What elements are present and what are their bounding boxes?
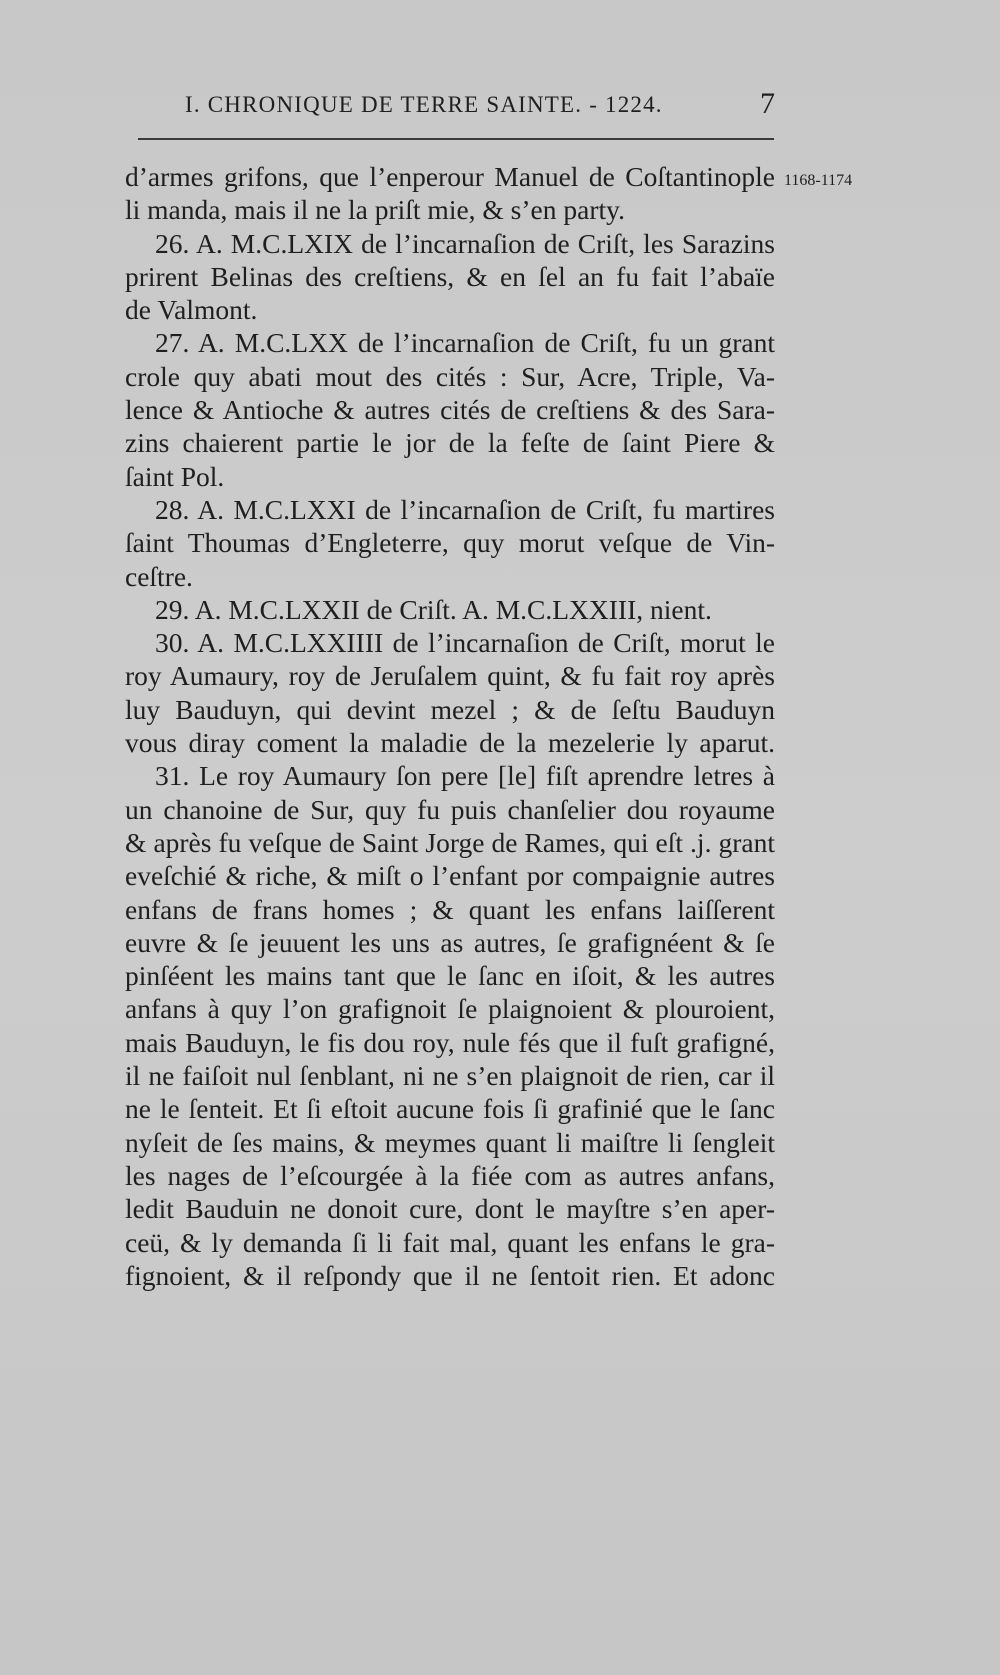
text-line: zins chaierent partie le jor de la feſte de ſaint Piere & [125,427,775,459]
text-line: mais Bauduyn, le fis dou roy, nule fés que il fuſt grafigné, [125,1026,775,1058]
text-line: ſaint Thoumas d’Engleterre, quy morut veſque de Vin- [125,527,775,559]
text-line: ledit Bauduin ne donoit cure, dont le mayſtre s’en aper- [125,1193,775,1225]
text-line: ſaint Pol. [125,460,225,492]
text-line: lence & Antioche & autres cités de creſtiens & des Sara- [125,394,775,426]
header-rule [138,138,774,140]
text-line: 31. Le roy Aumaury ſon pere [le] fiſt aprendre letres à [155,760,775,792]
text-line: nyſeit de ſes mains, & meymes quant li maiſtre li ſengleit [125,1126,775,1158]
running-head: I. CHRONIQUE DE TERRE SAINTE. - 1224. [185,92,663,117]
text-line: anfans à quy l’on grafignoit ſe plaignoient & plouroient, [125,993,775,1025]
text-line: ceü, & ly demanda ſi li fait mal, quant les enfans le gra- [125,1226,775,1258]
text-line: 29. A. M.C.LXXII de Criſt. A. M.C.LXXIII, nient. [155,593,712,625]
text-line: les nages de l’eſcourgée à la fiée com as autres anfans, [125,1159,775,1191]
text-line: d’armes grifons, que l’enperour Manuel de Coſtantinople [125,161,775,192]
text-line: un chanoine de Sur, quy fu puis chanſelier dou royaume [125,793,775,825]
text-line: enfans de frans homes ; & quant les enfans laiſſerent [125,893,775,925]
text-line: ne le ſenteit. Et ſi eſtoit aucune fois ſi grafinié que le ſanc [125,1093,775,1125]
text-line: 30. A. M.C.LXXIIII de l’incarnaſion de Criſt, morut le [155,627,775,659]
text-line: vous diray coment la maladie de la mezelerie ly aparut. [125,727,775,759]
text-line: euvre & ſe jeuuent les uns as autres, ſe grafignéent & ſe [125,926,775,958]
text-line: 28. A. M.C.LXXI de l’incarnaſion de Criſt, fu martires [155,493,775,525]
text-line: fignoient, & il reſpondy que il ne ſentoit rien. Et adonc [125,1259,775,1291]
text-line: li manda, mais il ne la priſt mie, & s’en party. [125,194,625,226]
margin-date-note: 1168-1174 [784,172,853,189]
text-line: il ne faiſoit nul ſenblant, ni ne s’en plaignoit de rien, car il [125,1060,775,1092]
text-line: eveſchié & riche, & miſt o l’enfant por compaignie autres [125,860,775,892]
text-line: crole quy abati mout des cités : Sur, Acre, Triple, Va- [125,360,775,392]
page-number: 7 [760,87,775,120]
text-line: de Valmont. [125,294,258,326]
text-line: ceſtre. [125,560,193,592]
text-line: prirent Belinas des creſtiens, & en ſel an fu fait l’abaïe [125,260,775,292]
body-text [125,160,775,1292]
text-line: 27. A. M.C.LXX de l’incarnaſion de Criſt, fu un grant [155,327,775,359]
text-line: & après fu veſque de Saint Jorge de Rames, qui eſt .j. grant [125,826,775,858]
text-line: pinſéent les mains tant que le ſanc en iſoit, & les autres [125,960,775,992]
text-line: luy Bauduyn, qui devint mezel ; & de ſeſtu Bauduyn [125,693,775,725]
text-line: roy Aumaury, roy de Jeruſalem quint, & fu fait roy après [125,660,775,692]
text-line: 26. A. M.C.LXIX de l’incarnaſion de Criſt, les Sarazins [155,227,775,259]
